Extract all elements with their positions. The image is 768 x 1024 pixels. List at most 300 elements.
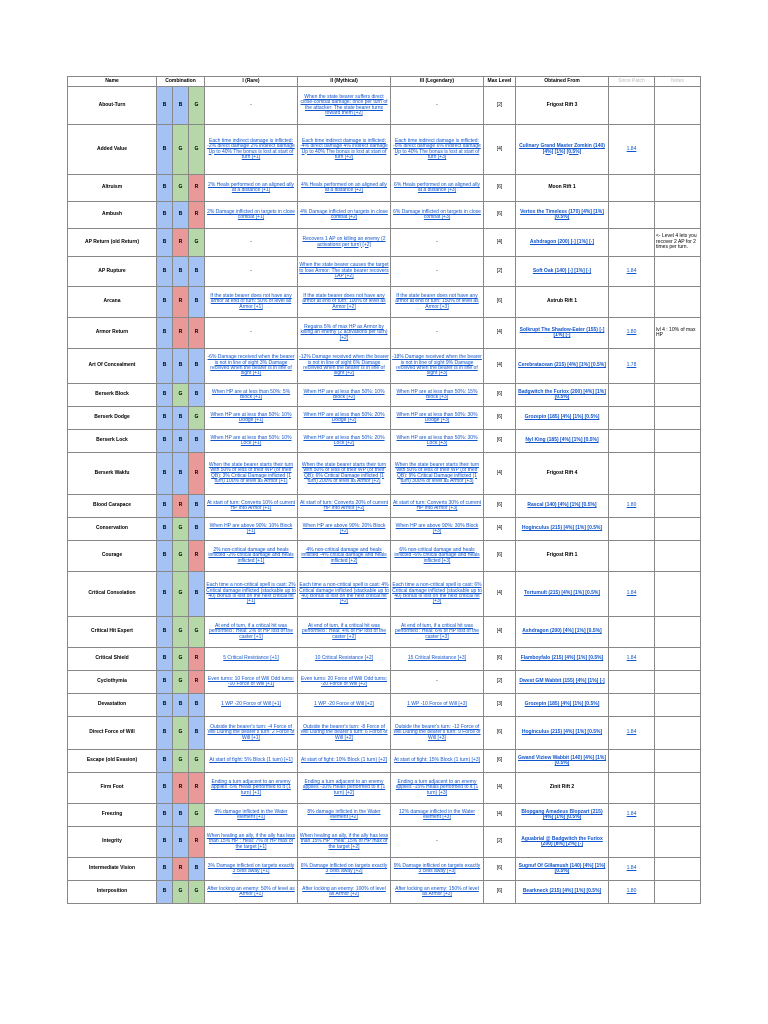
effect-iii[interactable]: 1 WP -10 Force of Will [+3] xyxy=(391,694,484,717)
table-row xyxy=(68,257,701,287)
notes xyxy=(655,617,701,648)
effect-ii[interactable]: When the state bearer causes the target to lose Armor: The state bearer recovers 1AP [+2] xyxy=(298,257,391,287)
sublimation-name: Berserk Dodge xyxy=(68,407,157,430)
table-row xyxy=(68,671,701,694)
effect-ii[interactable]: When healing an ally, if the ally has less than 15% HP : Heal: 15% of HP max of the target [+2] xyxy=(298,827,391,858)
effect-i[interactable]: 1 WP -20 Force of Will [+1] xyxy=(205,694,298,717)
since-patch xyxy=(609,518,655,541)
effect-ii[interactable]: At start of fight: 10% Block (1 turn) [+2] xyxy=(298,750,391,773)
combination-slot-2: B xyxy=(173,804,189,827)
effect-iii[interactable]: When HP are above 90%: 30% Block [+3] xyxy=(391,518,484,541)
table-row xyxy=(68,384,701,407)
combination-slot-3: R xyxy=(189,453,205,495)
obtained-from[interactable]: Solkrupt The Shadow-Eater (155) [-] [1%] [-] xyxy=(516,318,609,349)
obtained-from[interactable]: Ashdragon (200) [-] [1%] [-] xyxy=(516,229,609,257)
max-level: [6] xyxy=(484,287,516,318)
max-level: [2] xyxy=(484,827,516,858)
effect-iii[interactable]: 6% non-critical damage and heals inflicted -6% critical damage and heals inflicted [+3] xyxy=(391,541,484,572)
notes xyxy=(655,717,701,750)
notes xyxy=(655,202,701,229)
header-row xyxy=(68,77,701,87)
effect-ii[interactable]: When the state bearer starts their turn with 50% or less of their WP (or their QB): 6% Critical Damage inflicted (1 turn) 200% of level as Armor [+2] xyxy=(298,453,391,495)
notes xyxy=(655,453,701,495)
combination-slot-1: B xyxy=(157,87,173,125)
since-patch[interactable]: 1.80 xyxy=(609,881,655,904)
effect-i: - xyxy=(205,87,298,125)
sublimation-name: Berserk Block xyxy=(68,384,157,407)
combination-slot-3: R xyxy=(189,773,205,804)
obtained-from[interactable]: Vertox the Timeless (170) [4%] [1%] [0.5%] xyxy=(516,202,609,229)
combination-slot-2: G xyxy=(173,541,189,572)
combination-slot-3: G xyxy=(189,229,205,257)
effect-i[interactable]: Each time indirect damage is inflicted: -2% direct damage 2% indirect damage Up to 40% The bonus is lost at start of turn [+1] xyxy=(205,125,298,175)
combination-slot-3: B xyxy=(189,694,205,717)
obtained-from: Astrub Rift 1 xyxy=(516,287,609,318)
combination-slot-1: B xyxy=(157,518,173,541)
max-level: [2] xyxy=(484,257,516,287)
effect-iii[interactable]: At start of turn: Converts 30% of current HP into Armor [+3] xyxy=(391,495,484,518)
effect-ii[interactable]: Each time a non-critical spell is cast: 4% Critical damage inflicted (stackable up to 40) Bonus is lost on the next critical hit [+2] xyxy=(298,572,391,617)
effect-iii[interactable]: At start of fight: 15% Block (1 turn) [+3] xyxy=(391,750,484,773)
combination-slot-3: R xyxy=(189,541,205,572)
effect-i[interactable]: Each time a non-critical spell is cast: 2% Critical damage inflicted (stackable up to 40) Bonus is lost on the next critical hit [+1] xyxy=(205,572,298,617)
effect-iii[interactable]: Each time a non-critical spell is cast: 6% Critical damage inflicted (stackable up to 40) Bonus is lost on the next critical hit [+3] xyxy=(391,572,484,617)
sublimation-name: Berserk Wakfu xyxy=(68,453,157,495)
combination-slot-3: G xyxy=(189,750,205,773)
obtained-from: Moon Rift 1 xyxy=(516,175,609,202)
notes xyxy=(655,407,701,430)
since-patch[interactable]: 1.80 xyxy=(609,318,655,349)
since-patch xyxy=(609,229,655,257)
combination-slot-2: R xyxy=(173,287,189,318)
effect-iii[interactable]: When HP are at less than 50%: 15% Block [+3] xyxy=(391,384,484,407)
effect-iii: - xyxy=(391,318,484,349)
effect-i[interactable]: After locking an enemy: 50% of level as Armor [+1] xyxy=(205,881,298,904)
since-patch xyxy=(609,87,655,125)
notes: <- Level 4 lets you recover 2 AP for 2 times per turn. xyxy=(655,229,701,257)
notes xyxy=(655,384,701,407)
since-patch xyxy=(609,827,655,858)
effect-iii[interactable]: When HP are at less than 50%: 30% Dodge [+3] xyxy=(391,407,484,430)
effect-iii[interactable]: 12% damage inflicted in the Water element [+3] xyxy=(391,804,484,827)
obtained-from[interactable]: Grozepin (185) [4%] [1%] [0.5%] xyxy=(516,694,609,717)
notes: lvl 4 : 10% of max HP xyxy=(655,318,701,349)
table-row xyxy=(68,804,701,827)
combination-slot-2: B xyxy=(173,694,189,717)
obtained-from[interactable]: Bearkneck (215) [4%] [1%] [0.5%] xyxy=(516,881,609,904)
effect-iii[interactable]: 15 Critical Resistance [+3] xyxy=(391,648,484,671)
notes xyxy=(655,858,701,881)
effect-i: - xyxy=(205,229,298,257)
effect-ii[interactable]: When HP are at less than 50%: 20% Lock [+2] xyxy=(298,430,391,453)
combination-slot-3: R xyxy=(189,671,205,694)
combination-slot-1: B xyxy=(157,202,173,229)
combination-slot-2: G xyxy=(173,617,189,648)
combination-slot-2: R xyxy=(173,858,189,881)
since-patch xyxy=(609,453,655,495)
combination-slot-3: R xyxy=(189,648,205,671)
effect-ii[interactable]: Ending a turn adjacent to an enemy applies -10% Heals performed to it (1 turn) [+2] xyxy=(298,773,391,804)
header-legendary: III (Legendary) xyxy=(391,77,484,87)
notes xyxy=(655,827,701,858)
effect-i[interactable]: When healing an ally, if the ally has less than 15% HP : Heal: 7% of HP max of the target [+1] xyxy=(205,827,298,858)
combination-slot-1: B xyxy=(157,648,173,671)
combination-slot-2: R xyxy=(173,229,189,257)
combination-slot-3: G xyxy=(189,87,205,125)
max-level: [3] xyxy=(484,694,516,717)
combination-slot-2: B xyxy=(173,430,189,453)
obtained-from[interactable]: Blopgang Amadeus Blopzart (215) [4%] [1%] [0.5%] xyxy=(516,804,609,827)
combination-slot-3: G xyxy=(189,407,205,430)
sublimation-name: Critical Hit Expert xyxy=(68,617,157,648)
effect-ii[interactable]: 4% Damage inflicted on targets in close combat [+2] xyxy=(298,202,391,229)
sublimation-name: Arcana xyxy=(68,287,157,318)
effect-ii[interactable]: Regains 5% of max HP as Armor by killing an enemy (2 activations per turn) [+2] xyxy=(298,318,391,349)
effect-i[interactable]: 4% damage inflicted in the Water element [+1] xyxy=(205,804,298,827)
table-row xyxy=(68,572,701,617)
max-level: [4] xyxy=(484,773,516,804)
table-row xyxy=(68,87,701,125)
combination-slot-2: G xyxy=(173,717,189,750)
sublimation-name: Firm Foot xyxy=(68,773,157,804)
effect-iii: - xyxy=(391,257,484,287)
sublimation-name: Altruism xyxy=(68,175,157,202)
table-row xyxy=(68,717,701,750)
effect-iii[interactable]: Each time indirect damage is inflicted: -6% direct damage 6% indirect damage Up to 40% The bonus is lost at start of turn [+3] xyxy=(391,125,484,175)
sublimation-name: Intermediate Vision xyxy=(68,858,157,881)
max-level: [4] xyxy=(484,229,516,257)
effect-ii[interactable]: 10 Critical Resistance [+2] xyxy=(298,648,391,671)
combination-slot-2: B xyxy=(173,407,189,430)
max-level: [2] xyxy=(484,671,516,694)
notes xyxy=(655,87,701,125)
combination-slot-2: G xyxy=(173,175,189,202)
since-patch[interactable]: 1.84 xyxy=(609,648,655,671)
combination-slot-3: B xyxy=(189,572,205,617)
combination-slot-2: G xyxy=(173,750,189,773)
effect-iii[interactable]: 9% Damage inflicted on targets exactly 3 cells away [+3] xyxy=(391,858,484,881)
combination-slot-2: G xyxy=(173,648,189,671)
combination-slot-1: B xyxy=(157,541,173,572)
since-patch[interactable]: 1.84 xyxy=(609,858,655,881)
combination-slot-3: B xyxy=(189,717,205,750)
max-level: [4] xyxy=(484,125,516,175)
table-row xyxy=(68,202,701,229)
effect-i[interactable]: At end of turn, if a critical hit was performed : Heal: 2% of HP lost of the caster [+1] xyxy=(205,617,298,648)
effect-i[interactable]: 3% Damage inflicted on targets exactly 3 cells away [+1] xyxy=(205,858,298,881)
max-level: [6] xyxy=(484,495,516,518)
since-patch xyxy=(609,773,655,804)
max-level: [4] xyxy=(484,572,516,617)
notes xyxy=(655,694,701,717)
combination-slot-2: B xyxy=(173,349,189,384)
notes xyxy=(655,518,701,541)
table-row xyxy=(68,175,701,202)
effect-ii[interactable]: 8% damage inflicted in the Water element [+2] xyxy=(298,804,391,827)
header-name: Name xyxy=(68,77,157,87)
table-row xyxy=(68,125,701,175)
combination-slot-2: R xyxy=(173,495,189,518)
header-mythical: II (Mythical) xyxy=(298,77,391,87)
max-level: [6] xyxy=(484,541,516,572)
obtained-from: Frigost Rift 4 xyxy=(516,453,609,495)
effect-i[interactable]: 5 Critical Resistance [+1] xyxy=(205,648,298,671)
table-row xyxy=(68,694,701,717)
max-level: [6] xyxy=(484,881,516,904)
effect-i[interactable]: When HP are at less than 50%: 5% Block [+1] xyxy=(205,384,298,407)
sublimation-name: Added Value xyxy=(68,125,157,175)
effect-ii[interactable]: 1 WP -20 Force of Will [+2] xyxy=(298,694,391,717)
effect-iii[interactable]: After locking an enemy: 150% of level as Armor [+3] xyxy=(391,881,484,904)
effect-ii[interactable]: Even turns: 20 Force of Will Odd turns: -20 Force of Will [+2] xyxy=(298,671,391,694)
combination-slot-3: B xyxy=(189,349,205,384)
effect-iii: - xyxy=(391,87,484,125)
since-patch[interactable]: 1.84 xyxy=(609,257,655,287)
obtained-from[interactable]: Dwest GM Wabbit (155) [4%] [1%] [-] xyxy=(516,671,609,694)
max-level: [6] xyxy=(484,202,516,229)
table-row xyxy=(68,881,701,904)
obtained-from[interactable]: Nyl King (185) [4%] [1%] [0.5%] xyxy=(516,430,609,453)
table-row xyxy=(68,617,701,648)
obtained-from[interactable]: Gwand Viziew Wabbit (140) [4%] [1%] [0.5%] xyxy=(516,750,609,773)
effect-iii[interactable]: 6% Heals performed on an aligned ally at a distance [+3] xyxy=(391,175,484,202)
combination-slot-1: B xyxy=(157,175,173,202)
effect-i[interactable]: Outside the bearer's turn: -4 Force of Will During the bearer's turn: 2 Force of Will [+1] xyxy=(205,717,298,750)
effect-i: - xyxy=(205,257,298,287)
sublimation-name: Escape (old Evasion) xyxy=(68,750,157,773)
sublimation-name: Freezing xyxy=(68,804,157,827)
since-patch xyxy=(609,617,655,648)
effect-i[interactable]: At start of turn: Converts 10% of current HP into Armor [+1] xyxy=(205,495,298,518)
combination-slot-2: R xyxy=(173,773,189,804)
effect-ii[interactable]: Each time indirect damage is inflicted: -4% direct damage 4% indirect damage Up to 40% The bonus is lost at start of turn [+2] xyxy=(298,125,391,175)
effect-ii[interactable]: At start of turn: Converts 20% of current HP into Armor [+2] xyxy=(298,495,391,518)
effect-ii[interactable]: -12% Damage received when the bearer is not in line of sight 6% Damage received when the bearer is in line of sight [+2] xyxy=(298,349,391,384)
max-level: [6] xyxy=(484,717,516,750)
combination-slot-3: G xyxy=(189,881,205,904)
combination-slot-1: B xyxy=(157,858,173,881)
combination-slot-2: G xyxy=(173,572,189,617)
combination-slot-3: R xyxy=(189,202,205,229)
obtained-from[interactable]: Rascal (140) [4%] [1%] [0.5%] xyxy=(516,495,609,518)
since-patch xyxy=(609,671,655,694)
table-row xyxy=(68,750,701,773)
combination-slot-3: G xyxy=(189,804,205,827)
effect-ii[interactable]: At end of turn, if a critical hit was performed : Heal: 4% of HP lost of the caster [+2] xyxy=(298,617,391,648)
effect-i[interactable]: 2% Heals performed on an aligned ally at a distance [+1] xyxy=(205,175,298,202)
combination-slot-1: B xyxy=(157,287,173,318)
obtained-from: Frigost Rift 1 xyxy=(516,541,609,572)
sublimation-name: Devastation xyxy=(68,694,157,717)
obtained-from[interactable]: Flamboyfalo (215) [4%] [1%] [0.5%] xyxy=(516,648,609,671)
combination-slot-1: B xyxy=(157,125,173,175)
header-since-patch: Since Patch xyxy=(609,77,655,87)
effect-ii[interactable]: Outside the bearer's turn: -8 Force of Will During the bearer's turn: 6 Force of Will [+2] xyxy=(298,717,391,750)
notes xyxy=(655,175,701,202)
effect-i[interactable]: 2% non-critical damage and heals inflicted -2% critical damage and heals inflicted [+1] xyxy=(205,541,298,572)
combination-slot-1: B xyxy=(157,827,173,858)
max-level: [6] xyxy=(484,407,516,430)
max-level: [6] xyxy=(484,750,516,773)
combination-slot-3: B xyxy=(189,858,205,881)
since-patch xyxy=(609,175,655,202)
effect-ii[interactable]: When HP are at less than 50%: 10% Block [+2] xyxy=(298,384,391,407)
effect-i[interactable]: When HP are at less than 50%: 10% Lock [+1] xyxy=(205,430,298,453)
combination-slot-1: B xyxy=(157,750,173,773)
effect-ii[interactable]: 4% Heals performed on an aligned ally at a distance [+2] xyxy=(298,175,391,202)
effect-ii[interactable]: After locking an enemy: 100% of level as Armor [+2] xyxy=(298,881,391,904)
sublimation-name: Courage xyxy=(68,541,157,572)
effect-iii[interactable]: When HP are at less than 50%: 30% Lock [+3] xyxy=(391,430,484,453)
combination-slot-2: B xyxy=(173,827,189,858)
notes xyxy=(655,648,701,671)
table-row xyxy=(68,858,701,881)
effect-i[interactable]: If the state bearer does not have any armor at end of turn: 50% of level as Armor [+1] xyxy=(205,287,298,318)
combination-slot-1: B xyxy=(157,407,173,430)
obtained-from[interactable]: Hoginculus (215) [4%] [1%] [0.5%] xyxy=(516,717,609,750)
combination-slot-3: R xyxy=(189,175,205,202)
effect-i[interactable]: 2% Damage inflicted on targets in close combat [+1] xyxy=(205,202,298,229)
sublimation-name: Interposition xyxy=(68,881,157,904)
effect-iii[interactable]: At end of turn, if a critical hit was performed : Heal: 6% of HP lost of the caster [+3] xyxy=(391,617,484,648)
effect-ii[interactable]: When the state bearer suffers direct close-combat damage: once per turn of the attacker: The state bearer turns toward them [+2] xyxy=(298,87,391,125)
sublimation-name: Art Of Concealment xyxy=(68,349,157,384)
sublimation-name: Critical Consolation xyxy=(68,572,157,617)
since-patch xyxy=(609,407,655,430)
table-row xyxy=(68,407,701,430)
combination-slot-2: G xyxy=(173,518,189,541)
table-row xyxy=(68,541,701,572)
effect-ii[interactable]: When HP are at less than 50%: 20% Dodge [+2] xyxy=(298,407,391,430)
notes xyxy=(655,541,701,572)
effect-i[interactable]: When the state bearer starts their turn with 50% or less of their WP (or their QB): 3% Critical Damage inflicted (1 turn) 100% of level as Armor [+1] xyxy=(205,453,298,495)
since-patch[interactable]: 1.84 xyxy=(609,125,655,175)
effect-i[interactable]: -6% Damage received when the bearer is not in line of sight 3% Damage received when the bearer is in line of sight [+1] xyxy=(205,349,298,384)
table-row xyxy=(68,287,701,318)
table-row xyxy=(68,495,701,518)
since-patch[interactable]: 1.84 xyxy=(609,572,655,617)
combination-slot-2: B xyxy=(173,87,189,125)
effect-iii[interactable]: 6% Damage inflicted on targets in close combat [+3] xyxy=(391,202,484,229)
combination-slot-2: G xyxy=(173,881,189,904)
max-level: [6] xyxy=(484,175,516,202)
notes xyxy=(655,287,701,318)
combination-slot-1: B xyxy=(157,349,173,384)
effect-i[interactable]: At start of fight: 5% Block (1 turn) [+1] xyxy=(205,750,298,773)
notes xyxy=(655,430,701,453)
effect-iii[interactable]: -18% Damage received when the bearer is not in line of sight 9% Damage received when the bearer is in line of sight [+3] xyxy=(391,349,484,384)
effect-iii: - xyxy=(391,827,484,858)
effect-ii[interactable]: When HP are above 90%: 20% Block [+2] xyxy=(298,518,391,541)
combination-slot-3: R xyxy=(189,318,205,349)
combination-slot-1: B xyxy=(157,694,173,717)
since-patch[interactable]: 1.80 xyxy=(609,495,655,518)
combination-slot-1: B xyxy=(157,229,173,257)
effect-iii[interactable]: Outside the bearer's turn: -12 Force of Will During the bearer's turn: 9 Force of Will [+3] xyxy=(391,717,484,750)
effect-iii[interactable]: Ending a turn adjacent to an enemy applies -15% Heals performed to it (1 turn) [+3] xyxy=(391,773,484,804)
header-rare: I (Rare) xyxy=(205,77,298,87)
since-patch xyxy=(609,287,655,318)
combination-slot-2: B xyxy=(173,453,189,495)
combination-slot-1: B xyxy=(157,773,173,804)
effect-i[interactable]: Ending a turn adjacent to an enemy applies -5% Heals performed to it (1 turn) [+1] xyxy=(205,773,298,804)
max-level: [6] xyxy=(484,430,516,453)
combination-slot-1: B xyxy=(157,881,173,904)
max-level: [4] xyxy=(484,617,516,648)
since-patch xyxy=(609,430,655,453)
obtained-from[interactable]: Sugnuf Of Gillamush (140) [4%] [1%] [0.5%] xyxy=(516,858,609,881)
obtained-from[interactable]: Aguabrial @ Badgwitch the Furiox (200) [8%] [2%] [-] xyxy=(516,827,609,858)
notes xyxy=(655,572,701,617)
notes xyxy=(655,349,701,384)
effect-ii[interactable]: If the state bearer does not have any armor at end of turn: 100% of level as Armor [+2] xyxy=(298,287,391,318)
obtained-from[interactable]: Grozepin (185) [4%] [1%] [0.5%] xyxy=(516,407,609,430)
combination-slot-3: B xyxy=(189,257,205,287)
since-patch[interactable]: 1.84 xyxy=(609,717,655,750)
combination-slot-1: B xyxy=(157,671,173,694)
obtained-from[interactable]: Cerebratacean (215) [4%] [1%] [0.5%] xyxy=(516,349,609,384)
combination-slot-2: B xyxy=(173,257,189,287)
effect-i[interactable]: When HP are above 90%: 10% Block [+1] xyxy=(205,518,298,541)
combination-slot-2: R xyxy=(173,318,189,349)
header-obtained-from: Obtained From xyxy=(516,77,609,87)
obtained-from: Zinit Rift 2 xyxy=(516,773,609,804)
effect-ii[interactable]: 4% non-critical damage and heals inflicted -4% critical damage and heals inflicted [+2] xyxy=(298,541,391,572)
effect-i[interactable]: When HP are at less than 50%: 10% Dodge [+1] xyxy=(205,407,298,430)
sublimation-name: Blood Carapace xyxy=(68,495,157,518)
obtained-from[interactable]: Hoginculus (215) [4%] [1%] [0.5%] xyxy=(516,518,609,541)
obtained-from[interactable]: Culinary Grand Master Zomkin (140) [4%] [1%] [0.5%] xyxy=(516,125,609,175)
sublimation-name: Cyclothymia xyxy=(68,671,157,694)
effect-iii[interactable]: When the state bearer starts their turn with 50% or less of their WP (or their QB): 9% Critical Damage inflicted (1 turn) 300% of level as Armor [+3] xyxy=(391,453,484,495)
max-level: [4] xyxy=(484,453,516,495)
since-patch xyxy=(609,541,655,572)
since-patch[interactable]: 1.78 xyxy=(609,349,655,384)
obtained-from[interactable]: Ashdragon (200) [4%] [1%] [0.5%] xyxy=(516,617,609,648)
obtained-from: Frigost Rift 3 xyxy=(516,87,609,125)
effect-iii[interactable]: If the state bearer does not have any armor at end of turn: 150% of level as Armor [+3] xyxy=(391,287,484,318)
header-max-level: Max Level xyxy=(484,77,516,87)
since-patch[interactable]: 1.84 xyxy=(609,804,655,827)
effect-ii[interactable]: Recovers 1 AP on killing an enemy (2 activations per turn) [+2] xyxy=(298,229,391,257)
notes xyxy=(655,257,701,287)
max-level: [4] xyxy=(484,804,516,827)
combination-slot-1: B xyxy=(157,384,173,407)
table-row xyxy=(68,318,701,349)
sublimation-name: Direct Force of Will xyxy=(68,717,157,750)
combination-slot-3: B xyxy=(189,518,205,541)
sublimation-name: Integrity xyxy=(68,827,157,858)
notes xyxy=(655,671,701,694)
obtained-from[interactable]: Soft Oak (140) [-] [1%] [-] xyxy=(516,257,609,287)
table-row xyxy=(68,648,701,671)
effect-ii[interactable]: 6% Damage inflicted on targets exactly 3 cells away [+2] xyxy=(298,858,391,881)
table-row xyxy=(68,453,701,495)
max-level: [4] xyxy=(484,518,516,541)
effect-i: - xyxy=(205,318,298,349)
table-body xyxy=(68,77,701,904)
since-patch xyxy=(609,750,655,773)
obtained-from[interactable]: Tortumult (215) [4%] [1%] [0.5%] xyxy=(516,572,609,617)
combination-slot-1: B xyxy=(157,453,173,495)
effect-i[interactable]: Even turns: 10 Force of Will Odd turns: -10 Force of Will [+1] xyxy=(205,671,298,694)
obtained-from[interactable]: Badgwitch the Furiox (200) [4%] [1%] [0.5%] xyxy=(516,384,609,407)
combination-slot-1: B xyxy=(157,617,173,648)
max-level: [6] xyxy=(484,384,516,407)
combination-slot-3: G xyxy=(189,125,205,175)
combination-slot-1: B xyxy=(157,257,173,287)
combination-slot-2: G xyxy=(173,384,189,407)
